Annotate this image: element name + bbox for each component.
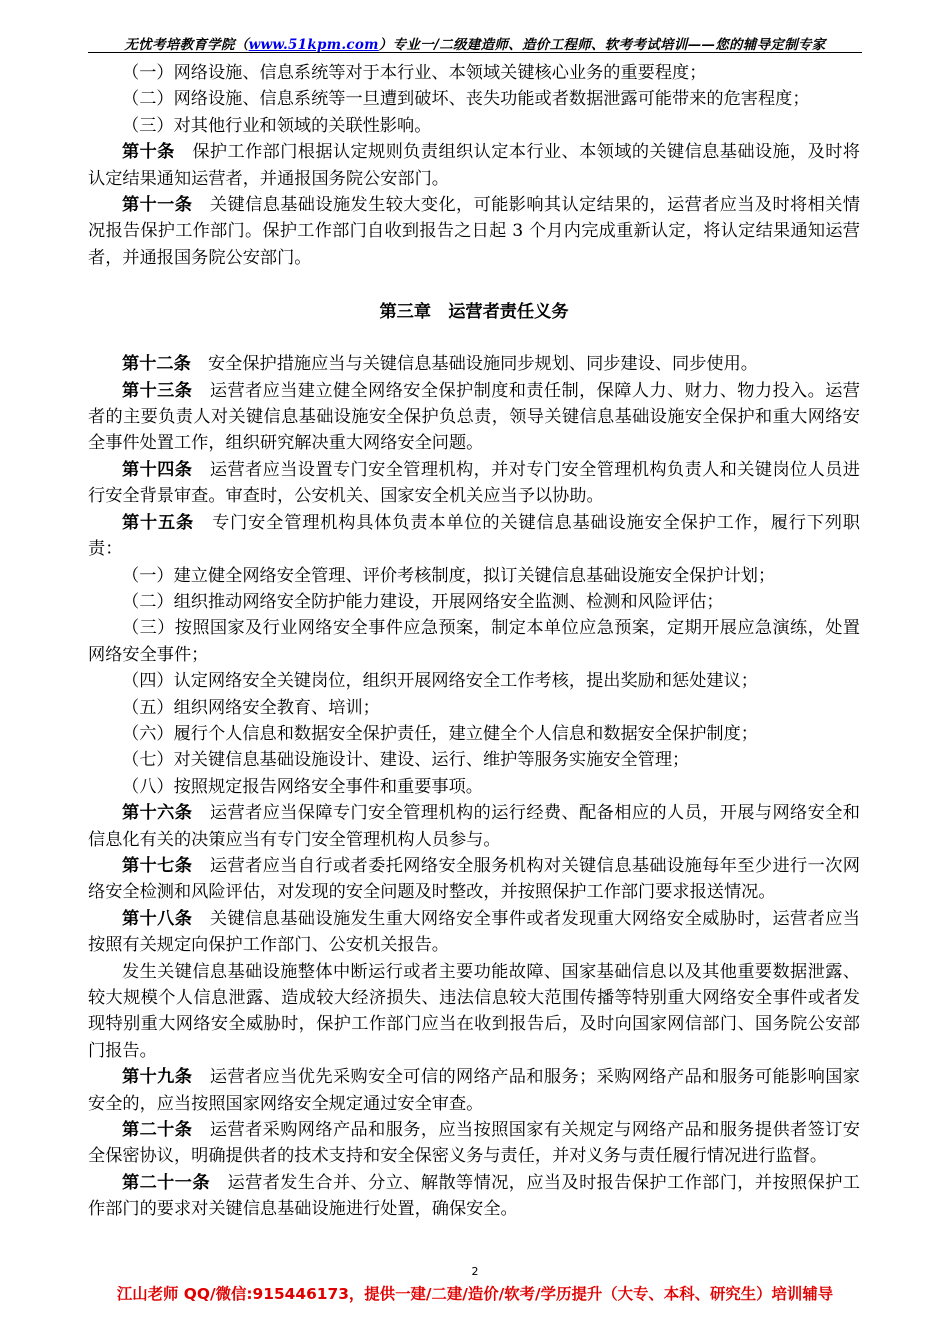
- paragraph: [88, 589, 860, 615]
- article-number: 第二十一条: [122, 1172, 210, 1193]
- article-paragraph: [88, 906, 860, 959]
- article-number: 第十二条: [122, 354, 191, 375]
- paragraph-text: （一）建立健全网络安全管理、评价考核制度，拟订关键信息基础设施安全保护计划；: [122, 565, 776, 586]
- paragraph-text: 运营者应当自行或者委托网络安全服务机构对关键信息基础设施每年至少进行一次网络安全检测和风险评估，对发现的安全问题及时整改，并按照保护工作部门要求报送情况。: [88, 855, 860, 903]
- paragraph-text: （六）履行个人信息和数据安全保护责任，建立健全个人信息和数据安全保护制度；: [122, 723, 758, 744]
- header-prefix: 无忧考培教育学院（: [124, 37, 249, 53]
- paragraph-text: 专门安全管理机构具体负责本单位的关键信息基础设施安全保护工作，履行下列职责：: [88, 512, 860, 560]
- article-paragraph: [88, 139, 860, 192]
- paragraph: [88, 774, 860, 800]
- paragraph: [88, 721, 860, 747]
- paragraph-text: （七）对关键信息基础设施设计、建设、运行、维护等服务实施安全管理；: [122, 750, 690, 771]
- article-number: 第十六条: [122, 803, 193, 824]
- article-number: 第十七条: [122, 855, 193, 876]
- paragraph: [88, 668, 860, 694]
- article-number: 第二十条: [122, 1120, 193, 1141]
- paragraph: [88, 959, 860, 1065]
- paragraph-text: （二）网络设施、信息系统等一旦遭到破坏、丧失功能或者数据泄露可能带来的危害程度；: [122, 89, 810, 110]
- header-suffix: ）专业一/二级建造师、造价工程师、软考考试培训——您的辅导定制专家: [378, 37, 826, 53]
- paragraph-text: 关键信息基础设施发生较大变化，可能影响其认定结果的，运营者应当及时将相关情况报告保护工作部门。保护工作部门自收到报告之日起 3 个月内完成重新认定，将认定结果通知运营者，并通报国务院公安部门。: [88, 195, 860, 268]
- section-before-chapter: [88, 60, 860, 271]
- page-number: 2: [471, 1265, 479, 1278]
- article-paragraph: [88, 853, 860, 906]
- header-website-link[interactable]: www.51kpm.com: [248, 37, 379, 53]
- paragraph: [88, 695, 860, 721]
- article-number: 第十八条: [122, 908, 193, 929]
- paragraph: [88, 563, 860, 589]
- article-paragraph: [88, 1117, 860, 1170]
- section-chapter-three: [88, 351, 860, 1222]
- paragraph-text: （三）按照国家及行业网络安全事件应急预案，制定本单位应急预案，定期开展应急演练，处置网络安全事件；: [88, 618, 860, 665]
- article-number: 第十四条: [122, 459, 193, 480]
- paragraph-text: （八）按照规定报告网络安全事件和重要事项。: [122, 776, 483, 797]
- paragraph-text: （五）组织网络安全教育、培训；: [122, 697, 380, 718]
- article-paragraph: [88, 800, 860, 853]
- article-paragraph: [88, 351, 860, 377]
- article-paragraph: [88, 1064, 860, 1117]
- paragraph-text: 运营者发生合并、分立、解散等情况，应当及时报告保护工作部门，并按照保护工作部门的要求对关键信息基础设施进行处置，确保安全。: [88, 1172, 860, 1220]
- paragraph-text: 安全保护措施应当与关键信息基础设施同步规划、同步建设、同步使用。: [190, 354, 758, 375]
- article-number: 第十五条: [122, 512, 195, 533]
- paragraph: [88, 86, 860, 112]
- paragraph-text: 运营者应当优先采购安全可信的网络产品和服务；采购网络产品和服务可能影响国家安全的，应当按照国家网络安全规定通过安全审查。: [88, 1067, 860, 1114]
- paragraph-text: （二）组织推动网络安全防护能力建设，开展网络安全监测、检测和风险评估；: [122, 591, 724, 612]
- article-paragraph: [88, 1170, 860, 1223]
- paragraph-text: 运营者应当建立健全网络安全保护制度和责任制，保障人力、财力、物力投入。运营者的主要负责人对关键信息基础设施安全保护负总责，领导关键信息基础设施安全保护和重大网络安全事件处置工作，组织研究解决重大网络安全问题。: [88, 380, 860, 454]
- header-divider: [88, 52, 862, 53]
- paragraph-text: 发生关键信息基础设施整体中断运行或者主要功能故障、国家基础信息以及其他重要数据泄露、较大规模个人信息泄露、造成较大经济损失、违法信息较大范围传播等特别重大网络安全事件或者发现特别重大网络安全威胁时，保护工作部门应当在收到报告后，及时向国家网信部门、国务院公安部门报告。: [88, 961, 860, 1061]
- article-paragraph: [88, 457, 860, 510]
- paragraph-text: 运营者采购网络产品和服务，应当按照国家有关规定与网络产品和服务提供者签订安全保密协议，明确提供者的技术支持和安全保密义务与责任，并对义务与责任履行情况进行监督。: [88, 1120, 860, 1167]
- paragraph-text: （四）认定网络安全关键岗位，组织开展网络安全工作考核，提出奖励和惩处建议；: [122, 671, 758, 692]
- paragraph-text: 保护工作部门根据认定规则负责组织认定本行业、本领域的关键信息基础设施，及时将认定结果通知运营者，并通报国务院公安部门。: [88, 142, 860, 189]
- paragraph-text: 运营者应当保障专门安全管理机构的运行经费、配备相应的人员，开展与网络安全和信息化有关的决策应当有专门安全管理机构人员参与。: [88, 803, 860, 850]
- article-paragraph: [88, 192, 860, 271]
- paragraph: [88, 747, 860, 773]
- paragraph: [88, 60, 860, 86]
- article-number: 第十一条: [122, 195, 193, 216]
- paragraph: [88, 615, 860, 668]
- article-paragraph: [88, 510, 860, 563]
- paragraph-text: （三）对其他行业和领域的关联性影响。: [122, 115, 432, 136]
- page-header: [88, 33, 862, 53]
- chapter-heading: 第三章 运营者责任义务: [379, 302, 569, 323]
- paragraph-text: 关键信息基础设施发生重大网络安全事件或者发现重大网络安全威胁时，运营者应当按照有关规定向保护工作部门、公安机关报告。: [88, 908, 860, 956]
- paragraph-text: （一）网络设施、信息系统等对于本行业、本领域关键核心业务的重要程度；: [122, 63, 707, 83]
- article-number: 第十九条: [122, 1067, 193, 1088]
- article-number: 第十三条: [122, 380, 193, 401]
- paragraph-text: 运营者应当设置专门安全管理机构，并对专门安全管理机构负责人和关键岗位人员进行安全背景审查。审查时，公安机关、国家安全机关应当予以协助。: [88, 459, 860, 507]
- article-number: 第十条: [122, 142, 175, 163]
- article-paragraph: [88, 378, 860, 457]
- document-body: [88, 60, 860, 1223]
- page-footer: 江山老师 QQ/微信:915446173，提供一建/二建/造价/软考/学历提升（大专、本科、研究生）培训辅导: [116, 1285, 834, 1303]
- paragraph: [88, 113, 860, 139]
